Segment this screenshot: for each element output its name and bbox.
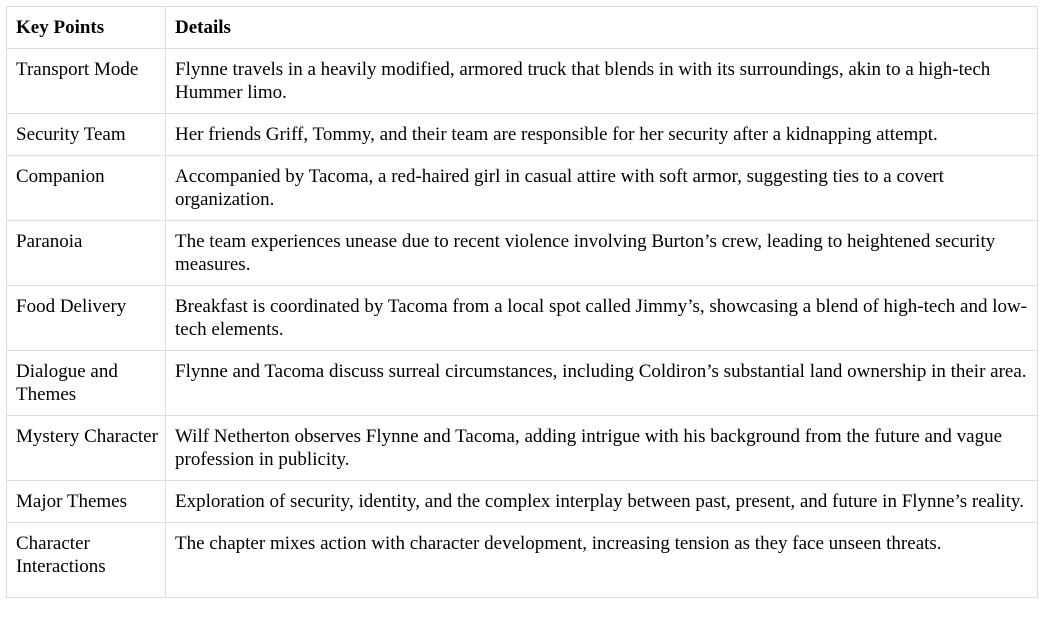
detail-cell: Accompanied by Tacoma, a red-haired girl in casual attire with soft armor, suggesting ties to a covert organization. bbox=[166, 156, 1038, 221]
summary-table bbox=[6, 6, 1038, 598]
detail-cell: The chapter mixes action with character development, increasing tension as they face unseen threats. bbox=[166, 523, 1038, 598]
table-row bbox=[7, 221, 1038, 286]
table-row bbox=[7, 114, 1038, 156]
key-cell: Transport Mode bbox=[7, 49, 166, 114]
header-details: Details bbox=[166, 7, 1038, 49]
key-cell: Mystery Character bbox=[7, 416, 166, 481]
key-cell: Major Themes bbox=[7, 481, 166, 523]
key-cell: Character Interactions bbox=[7, 523, 166, 598]
detail-cell: The team experiences unease due to recent violence involving Burton’s crew, leading to heightened security measures. bbox=[166, 221, 1038, 286]
detail-cell: Exploration of security, identity, and the complex interplay between past, present, and future in Flynne’s reality. bbox=[166, 481, 1038, 523]
detail-cell: Flynne travels in a heavily modified, armored truck that blends in with its surroundings, akin to a high-tech Hummer limo. bbox=[166, 49, 1038, 114]
key-cell: Food Delivery bbox=[7, 286, 166, 351]
detail-cell: Breakfast is coordinated by Tacoma from a local spot called Jimmy’s, showcasing a blend of high-tech and low-tech elements. bbox=[166, 286, 1038, 351]
key-cell: Security Team bbox=[7, 114, 166, 156]
table-row bbox=[7, 49, 1038, 114]
key-cell: Companion bbox=[7, 156, 166, 221]
table-row bbox=[7, 156, 1038, 221]
detail-cell: Wilf Netherton observes Flynne and Tacoma, adding intrigue with his background from the future and vague profession in publicity. bbox=[166, 416, 1038, 481]
table-row bbox=[7, 523, 1038, 598]
key-cell: Paranoia bbox=[7, 221, 166, 286]
detail-cell: Her friends Griff, Tommy, and their team are responsible for her security after a kidnapping attempt. bbox=[166, 114, 1038, 156]
table-row bbox=[7, 351, 1038, 416]
table-row bbox=[7, 481, 1038, 523]
header-row bbox=[7, 7, 1038, 49]
table-row bbox=[7, 416, 1038, 481]
header-key-points: Key Points bbox=[7, 7, 166, 49]
table-row bbox=[7, 286, 1038, 351]
detail-cell: Flynne and Tacoma discuss surreal circumstances, including Coldiron’s substantial land ownership in their area. bbox=[166, 351, 1038, 416]
key-cell: Dialogue and Themes bbox=[7, 351, 166, 416]
